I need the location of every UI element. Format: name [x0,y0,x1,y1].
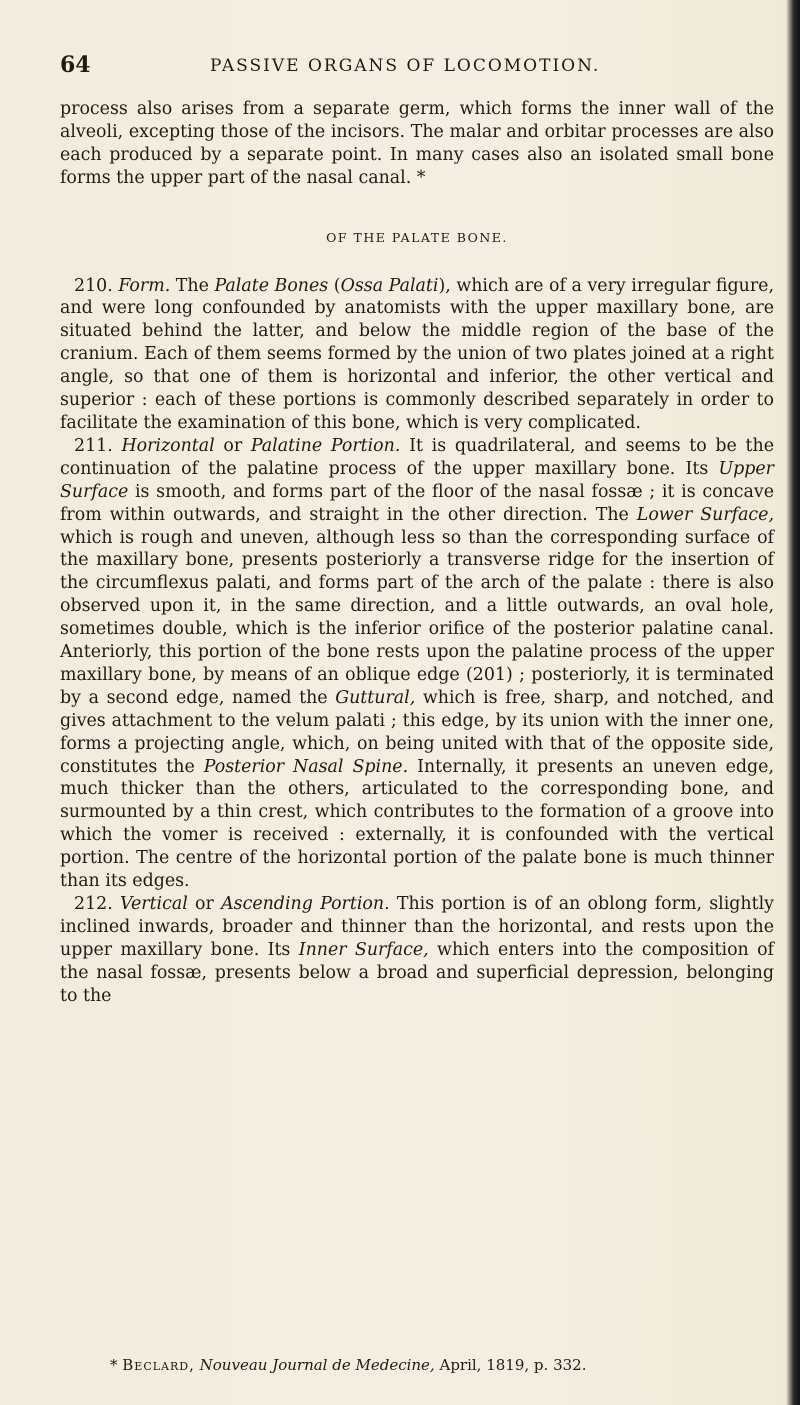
running-head: PASSIVE ORGANS OF LOCOMOTION. [210,56,601,76]
italic-term: Upper Surface [60,458,774,502]
footnote [110,1355,770,1375]
paragraph-210 [60,275,774,435]
section-title: Form. [118,275,171,296]
text-run: This portion is of an oblong form, slightly inclined inwards, broader and thinner than the horizontal, and rests upon the upper maxillary bone. Its [60,894,774,960]
italic-term: Posterior Nasal Spine. [203,756,409,777]
italic-term: Guttural, [335,687,416,708]
text-run: is smooth, and forms part of the floor of the nasal fossæ ; it is concave from within outwards, and straight in the other direction. The [60,481,774,525]
text-run: ( [328,275,341,296]
text-run: which enters into the composition of the nasal fossæ, presents below a broad and superficial depression, belonging to the [60,939,774,1006]
text-run: which is rough and uneven, although less so than the corresponding surface of the maxillary bone, presents posteriorly a transverse ridge for the insertion of the circumflexus palati, and forms part of the arch of the palate : there is also observed upon it, in the same direction, and a little outwards, an oval hole, sometimes double, which is the inferior orifice of the posterior palatine canal. Anteriorly, this portion of the bone rests upon the palatine process of the upper maxillary bone, by means of an oblique edge (201) ; posteriorly, it is terminated by a second edge, named the [60,527,774,708]
section-heading: OF THE PALATE BONE. [326,229,508,245]
text-run: Internally, it presents an uneven edge, much thicker than the others, articulated to the corresponding bone, and surmounted by a thin crest, which contributes to the formation of a groove into which the vomer is received : externally, it is confounded with the vertical portion. The centre of the horizontal portion of the palate bone is much thinner than its edges. [60,756,774,892]
italic-term: Vertical [120,894,188,914]
paragraph-212 [60,893,774,1008]
section-title: Ascending Portion. [221,894,390,914]
italic-term: Palate Bones [214,275,329,296]
italic-term: Ossa Palati [340,275,439,296]
text-run: or [214,435,251,456]
body-text [60,98,774,1008]
italic-term: Horizontal [121,435,215,456]
text-run: or [187,894,222,914]
page-number: 64 [60,52,91,78]
italic-term: Inner Surface, [298,939,429,960]
paragraph-211 [60,435,774,893]
page-edge-shadow [786,0,800,1405]
section-number: 210. [74,275,113,296]
text-run: The [170,275,215,296]
italic-term: Lower Surface, [636,504,774,525]
section-number: 211. [74,435,113,456]
text-run: It is quadrilateral, and seems to be the continuation of the palatine process of the upper maxillary bone. Its [60,435,775,479]
text-run: ), which are of a very irregular figure, and were long confounded by anatomists with the upper maxillary bone, are situated behind the latter, and below the middle region of the base of the cranium. Each of them seems formed by the union of two plates joined at a right angle, so that one of them is horizontal and inferior, the other vertical and superior : each of these portions is commonly described separately in order to facilitate the examination of this bone, which is very complicated. [60,275,774,433]
footnote-citation: April, 1819, p. 332. [434,1356,587,1374]
footnote-journal: Nouveau Journal de Medecine, [199,1356,435,1374]
paragraph-continuation: process also arises from a separate germ, which forms the inner wall of the alveoli, excepting those of the incisors. The malar and orbitar processes are also each produced by a separate point. In many cases also an isolated small bone forms the upper part of the nasal canal. * [60,99,774,188]
text-run: which is free, sharp, and notched, and gives attachment to the velum palati ; this edge, by its union with the inner one, forms a projecting angle, which, on being united with that of the opposite side, constitutes the [60,687,774,777]
page-header [60,52,780,82]
footnote-mark: * [110,1356,123,1374]
section-title: Palatine Portion. [250,435,401,456]
section-number: 212. [74,894,113,914]
footnote-author: Beclard, [122,1356,195,1374]
